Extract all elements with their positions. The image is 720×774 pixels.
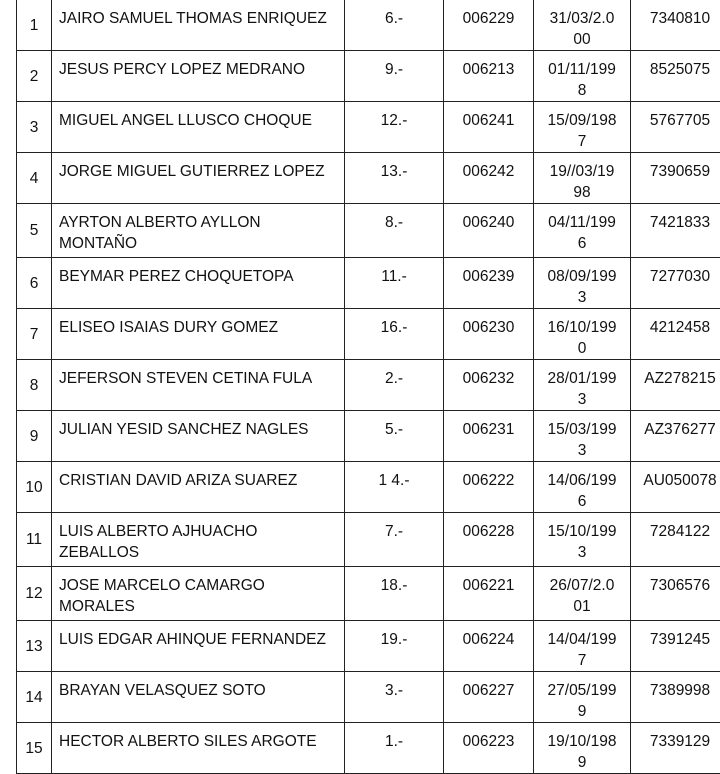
player-name: JESUS PERCY LOPEZ MEDRANO xyxy=(52,51,345,102)
registration-code: 006230 xyxy=(444,309,534,360)
id-document: 7277030 xyxy=(631,258,720,309)
registration-code: 006227 xyxy=(444,672,534,723)
id-document: 7284122 xyxy=(631,513,720,567)
row-number: 10 xyxy=(17,462,52,513)
table-row xyxy=(17,411,720,462)
row-number: 15 xyxy=(17,723,52,774)
birth-date-line-1: 14/04/199 xyxy=(548,631,617,648)
id-document: 7306576 xyxy=(631,567,720,621)
id-document: 7340810 xyxy=(631,0,720,51)
birth-date-line-1: 19//03/19 xyxy=(550,163,615,180)
jersey-number: 5.- xyxy=(345,411,444,462)
registration-code: 006223 xyxy=(444,723,534,774)
table-row xyxy=(17,567,720,621)
birth-date-line-2: 7 xyxy=(578,133,587,150)
registration-code: 006222 xyxy=(444,462,534,513)
jersey-number: 6.- xyxy=(345,0,444,51)
birth-date xyxy=(534,672,631,723)
table-row xyxy=(17,513,720,567)
player-name: JULIAN YESID SANCHEZ NAGLES xyxy=(52,411,345,462)
player-name: ELISEO ISAIAS DURY GOMEZ xyxy=(52,309,345,360)
registration-code: 006232 xyxy=(444,360,534,411)
jersey-number: 11.- xyxy=(345,258,444,309)
jersey-number: 1.- xyxy=(345,723,444,774)
registration-code: 006241 xyxy=(444,102,534,153)
birth-date xyxy=(534,360,631,411)
birth-date-line-1: 14/06/199 xyxy=(548,472,617,489)
table-row xyxy=(17,360,720,411)
row-number: 5 xyxy=(17,204,52,258)
player-name: CRISTIAN DAVID ARIZA SUAREZ xyxy=(52,462,345,513)
table-row xyxy=(17,153,720,204)
id-document: AZ278215 xyxy=(631,360,720,411)
birth-date xyxy=(534,204,631,258)
row-number: 7 xyxy=(17,309,52,360)
id-document: 8525075 xyxy=(631,51,720,102)
id-document: AZ376277 xyxy=(631,411,720,462)
birth-date xyxy=(534,102,631,153)
registration-code: 006231 xyxy=(444,411,534,462)
birth-date-line-1: 27/05/199 xyxy=(548,682,617,699)
birth-date-line-2: 3 xyxy=(578,391,587,408)
jersey-number: 1 4.- xyxy=(345,462,444,513)
birth-date-line-2: 3 xyxy=(578,544,587,561)
row-number: 9 xyxy=(17,411,52,462)
jersey-number: 16.- xyxy=(345,309,444,360)
player-name: AYRTON ALBERTO AYLLON MONTAÑO xyxy=(52,204,345,258)
jersey-number: 13.- xyxy=(345,153,444,204)
birth-date xyxy=(534,723,631,774)
player-name: HECTOR ALBERTO SILES ARGOTE xyxy=(52,723,345,774)
row-number: 2 xyxy=(17,51,52,102)
birth-date xyxy=(534,258,631,309)
id-document: 5767705 xyxy=(631,102,720,153)
birth-date-line-2: 9 xyxy=(578,703,587,720)
table-row xyxy=(17,204,720,258)
birth-date-line-1: 01/11/199 xyxy=(548,61,616,78)
player-name: JORGE MIGUEL GUTIERREZ LOPEZ xyxy=(52,153,345,204)
id-document: 7389998 xyxy=(631,672,720,723)
table-row xyxy=(17,0,720,51)
birth-date xyxy=(534,462,631,513)
jersey-number: 8.- xyxy=(345,204,444,258)
player-name: BEYMAR PEREZ CHOQUETOPA xyxy=(52,258,345,309)
birth-date xyxy=(534,153,631,204)
birth-date-line-1: 15/09/198 xyxy=(548,112,617,129)
birth-date-line-1: 15/10/199 xyxy=(548,523,617,540)
player-name: JOSE MARCELO CAMARGO MORALES xyxy=(52,567,345,621)
player-name: JAIRO SAMUEL THOMAS ENRIQUEZ xyxy=(52,0,345,51)
registration-code: 006224 xyxy=(444,621,534,672)
birth-date-line-2: 6 xyxy=(578,235,587,252)
row-number: 1 xyxy=(17,0,52,51)
table-row xyxy=(17,621,720,672)
roster-body xyxy=(17,0,720,774)
player-name: JEFERSON STEVEN CETINA FULA xyxy=(52,360,345,411)
birth-date-line-2: 00 xyxy=(573,31,590,48)
row-number: 12 xyxy=(17,567,52,621)
registration-code: 006213 xyxy=(444,51,534,102)
birth-date-line-2: 7 xyxy=(578,652,587,669)
birth-date-line-1: 08/09/199 xyxy=(548,268,617,285)
table-row xyxy=(17,672,720,723)
birth-date-line-1: 26/07/2.0 xyxy=(550,577,615,594)
id-document: 7391245 xyxy=(631,621,720,672)
birth-date xyxy=(534,567,631,621)
registration-code: 006239 xyxy=(444,258,534,309)
row-number: 11 xyxy=(17,513,52,567)
id-document: AU050078 xyxy=(631,462,720,513)
row-number: 14 xyxy=(17,672,52,723)
row-number: 13 xyxy=(17,621,52,672)
birth-date-line-1: 28/01/199 xyxy=(548,370,617,387)
birth-date-line-2: 01 xyxy=(573,598,590,615)
birth-date-line-2: 6 xyxy=(578,493,587,510)
player-roster-table xyxy=(16,0,720,774)
row-number: 4 xyxy=(17,153,52,204)
table-row xyxy=(17,723,720,774)
birth-date xyxy=(534,411,631,462)
registration-code: 006240 xyxy=(444,204,534,258)
birth-date-line-2: 98 xyxy=(573,184,590,201)
birth-date xyxy=(534,309,631,360)
player-name: MIGUEL ANGEL LLUSCO CHOQUE xyxy=(52,102,345,153)
birth-date-line-2: 9 xyxy=(578,754,587,771)
birth-date xyxy=(534,621,631,672)
birth-date-line-1: 19/10/198 xyxy=(548,733,617,750)
jersey-number: 19.- xyxy=(345,621,444,672)
id-document: 7390659 xyxy=(631,153,720,204)
player-roster-sheet xyxy=(16,0,720,774)
registration-code: 006229 xyxy=(444,0,534,51)
id-document: 7421833 xyxy=(631,204,720,258)
birth-date-line-2: 8 xyxy=(578,82,587,99)
birth-date xyxy=(534,51,631,102)
jersey-number: 12.- xyxy=(345,102,444,153)
birth-date xyxy=(534,513,631,567)
table-row xyxy=(17,309,720,360)
player-name: LUIS EDGAR AHINQUE FERNANDEZ xyxy=(52,621,345,672)
birth-date-line-1: 04/11/199 xyxy=(548,214,616,231)
row-number: 3 xyxy=(17,102,52,153)
birth-date-line-2: 0 xyxy=(578,340,587,357)
registration-code: 006221 xyxy=(444,567,534,621)
jersey-number: 18.- xyxy=(345,567,444,621)
jersey-number: 7.- xyxy=(345,513,444,567)
registration-code: 006242 xyxy=(444,153,534,204)
birth-date-line-1: 16/10/199 xyxy=(548,319,617,336)
player-name: LUIS ALBERTO AJHUACHO ZEBALLOS xyxy=(52,513,345,567)
birth-date-line-1: 31/03/2.0 xyxy=(550,10,615,27)
row-number: 8 xyxy=(17,360,52,411)
table-row xyxy=(17,258,720,309)
birth-date-line-2: 3 xyxy=(578,442,587,459)
table-row xyxy=(17,51,720,102)
player-name: BRAYAN VELASQUEZ SOTO xyxy=(52,672,345,723)
id-document: 4212458 xyxy=(631,309,720,360)
jersey-number: 3.- xyxy=(345,672,444,723)
table-row xyxy=(17,102,720,153)
birth-date-line-1: 15/03/199 xyxy=(548,421,617,438)
row-number: 6 xyxy=(17,258,52,309)
table-row xyxy=(17,462,720,513)
jersey-number: 2.- xyxy=(345,360,444,411)
birth-date-line-2: 3 xyxy=(578,289,587,306)
jersey-number: 9.- xyxy=(345,51,444,102)
id-document: 7339129 xyxy=(631,723,720,774)
birth-date xyxy=(534,0,631,51)
registration-code: 006228 xyxy=(444,513,534,567)
